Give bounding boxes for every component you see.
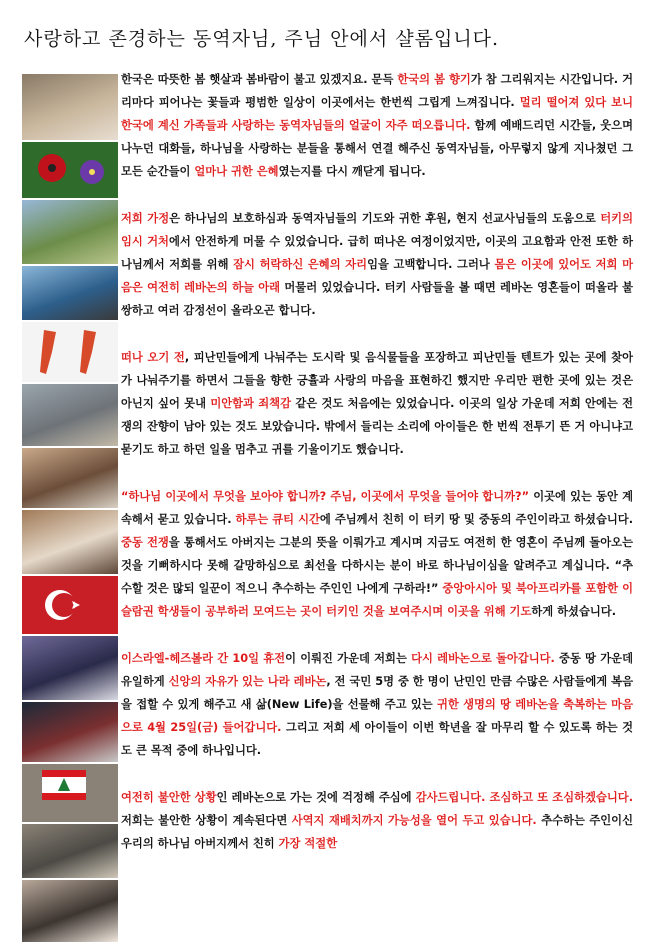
body-text: , 전 국민 5명 중 한 명이 난민인 만큼 수많은 사람들에게 복음을 접할 수 있게 해주고 새 삶(New Life)을 선물해 주고 있는 (121, 675, 633, 711)
body-text: 였는지를 다시 깨닫게 됩니다. (278, 165, 426, 178)
body-text: 임을 고백합니다. 그러나 (367, 258, 495, 271)
highlight-text: 떠나 오기 전 (121, 351, 185, 364)
highlight-text: 중동 전쟁 (121, 536, 169, 549)
group-sea-photo-icon (22, 266, 118, 320)
body-text: 한국은 따뜻한 봄 햇살과 봄바람이 불고 있겠지요. 문득 (121, 73, 398, 86)
body-text: 에 주님께서 친히 이 터키 땅 및 중동의 주인이라고 하셨습니다. (319, 513, 633, 526)
body-text: 머물러 있었습니다. 터키 사람들을 볼 때면 레바논 영혼들이 떠올라 불쌍하고 여러 감정선이 올라오곤 합니다. (121, 281, 633, 317)
paragraph (121, 786, 633, 855)
body-text: 추수하는 주인이신 우리의 하나님 아버지께서 친히 (121, 814, 633, 850)
highlight-text: 얼마나 귀한 은혜 (194, 165, 279, 178)
paragraph (121, 68, 633, 183)
highlight-text: 여전히 불안한 상황 (121, 791, 217, 804)
crowd-photo-icon (22, 448, 118, 508)
body-text: 에서 안전하게 머물 수 있었습니다. 급히 떠나온 여정이었지만, 이곳의 고요함과 안전 또한 하나님께서 저희를 위해 (121, 235, 633, 271)
body-text: 같은 것도 처음에는 있었습니다. 이곳의 일상 가운데 저희 안에는 전쟁의 잔향이 남아 있는 것도 보았습니다. 밖에서 들리는 소리에 아이들은 한 번씩 전투기 뜬 거 아니냐고 묻기도 하고 하던 일을 멈추고 귀를 기울이기도 했습니다. (121, 397, 633, 456)
highlight-text: 귀한 생명의 땅 레바논을 축복하는 마음으로 4월 25일(금) 들어갑니다. (121, 698, 633, 734)
paragraph (121, 485, 633, 623)
page-title: 사랑하고 존경하는 동역자님, 주님 안에서 샬롬입니다. (24, 28, 500, 50)
body-text: 이곳에 있는 동안 계속해서 묻고 있습니다. (121, 490, 633, 526)
highlight-text: 다시 레바논으로 돌아갑니다. (411, 652, 555, 665)
lebanon-map-icon (22, 322, 118, 382)
body-text: 가 참 그리워지는 시간입니다. 거리마다 피어나는 꽃들과 평범한 일상이 이곳에서는 한번씩 그립게 느껴집니다. (121, 73, 633, 109)
body-text: 저희는 불안한 상황이 계속된다면 (121, 814, 292, 827)
paragraph (121, 207, 633, 322)
slide-photo-icon (22, 702, 118, 762)
body-text: 그리고 저희 세 아이들이 이번 학년을 잘 마무리 할 수 있도록 하는 것도 큰 목적 중에 하나입니다. (121, 721, 633, 757)
highlight-text: 하루는 큐티 시간 (235, 513, 320, 526)
food-table-photo-icon (22, 510, 118, 574)
sky-photo-icon (22, 384, 118, 446)
body-text: 하게 하셨습니다. (531, 605, 616, 618)
body-text: 은 하나님의 보호하심과 동역자님들의 기도와 귀한 후원, 현지 선교사님들의 도움으로 (169, 212, 601, 225)
highlight-text: 이스라엘-헤즈볼라 간 10일 휴전 (121, 652, 286, 665)
highlight-text: 몸은 이곳에 있어도 저희 마음은 여전히 레바논의 하늘 아래 (121, 258, 633, 294)
highlight-text: 저희 가정 (121, 212, 170, 225)
body-text: 함께 예배드리던 시간들, 웃으며 나누던 대화들, 하나님을 사랑하는 분들을 통해서 연결 해주신 동역자님들, 아무렇지 않게 지나쳤던 그 모든 순간들이 (121, 119, 633, 178)
highlight-text: 잠시 허락하신 은혜의 자리 (233, 258, 368, 271)
landscape-photo-icon (22, 200, 118, 264)
highlight-text: 미안함과 죄책감 (210, 397, 292, 410)
turkey-flag-photo-icon (22, 576, 118, 634)
highlight-text: 신앙의 자유가 있는 나라 레바논 (168, 675, 327, 688)
family-photo-icon (22, 74, 118, 140)
body-text: 이 이뤄진 가운데 저희는 (285, 652, 412, 665)
highlight-text: 멀리 떨어져 있다 보니 한국에 계신 가족들과 사랑하는 동역자님들의 얼굴이 자주 떠오릅니다. (121, 96, 634, 132)
highlight-text: 가장 적절한 (278, 837, 338, 850)
highlight-text: 터키의 임시 거처 (121, 212, 633, 248)
letter-body (121, 68, 633, 879)
paragraph (121, 346, 633, 461)
highlight-text: “하나님 이곳에서 무엇을 보아야 합니까? 주님, 이곳에서 무엇을 들어야 합니까?” (121, 490, 530, 503)
highlight-text: 한국의 봄 향기 (397, 73, 471, 86)
highlight-text: 사역지 재배치까지 가능성을 열어 두고 있습니다. (291, 814, 537, 827)
body-text: 을 통해서도 아버지는 그분의 뜻을 이뤄가고 계시며 지금도 여전히 한 영혼이 주님께 돌아오는 것을 기뻐하시다 못해 갈망하심으로 최선을 다하시는 분이 바로 하나님이심을 알려주고 계십니다. “추수할 것은 많되 일꾼이 적으니 추수하는 주인인 나에게 구하라!” (121, 536, 633, 595)
group-photo-icon (22, 880, 118, 942)
body-text: , 피난민들에게 나눠주는 도시락 및 음식물들을 포장하고 피난민들 텐트가 있는 곳에 찾아가 나눠주기를 하면서 그들을 향한 긍휼과 사랑의 마음을 표현하긴 했지만 우리만 편한 곳에 있는 것은 아닌지 싶어 못내 (121, 351, 633, 410)
flowers-photo-icon (22, 142, 118, 198)
highlight-text: 중앙아시아 및 북아프리카를 포함한 이슬람권 학생들이 공부하러 모여드는 곳이 터키인 것을 보여주시며 이곳을 위해 기도 (121, 582, 633, 618)
photo-column (22, 74, 118, 944)
lebanon-flag-photo-icon (22, 764, 118, 822)
highlight-text: 감사드립니다. 조심하고 또 조심하겠습니다. (415, 791, 633, 804)
body-text: 중동 땅 가운데 유일하게 (121, 652, 633, 688)
street-crowd-photo-icon (22, 824, 118, 878)
body-text: 인 레바논으로 가는 것에 걱정해 주심에 (216, 791, 416, 804)
conference-photo-icon (22, 636, 118, 700)
paragraph (121, 647, 633, 762)
